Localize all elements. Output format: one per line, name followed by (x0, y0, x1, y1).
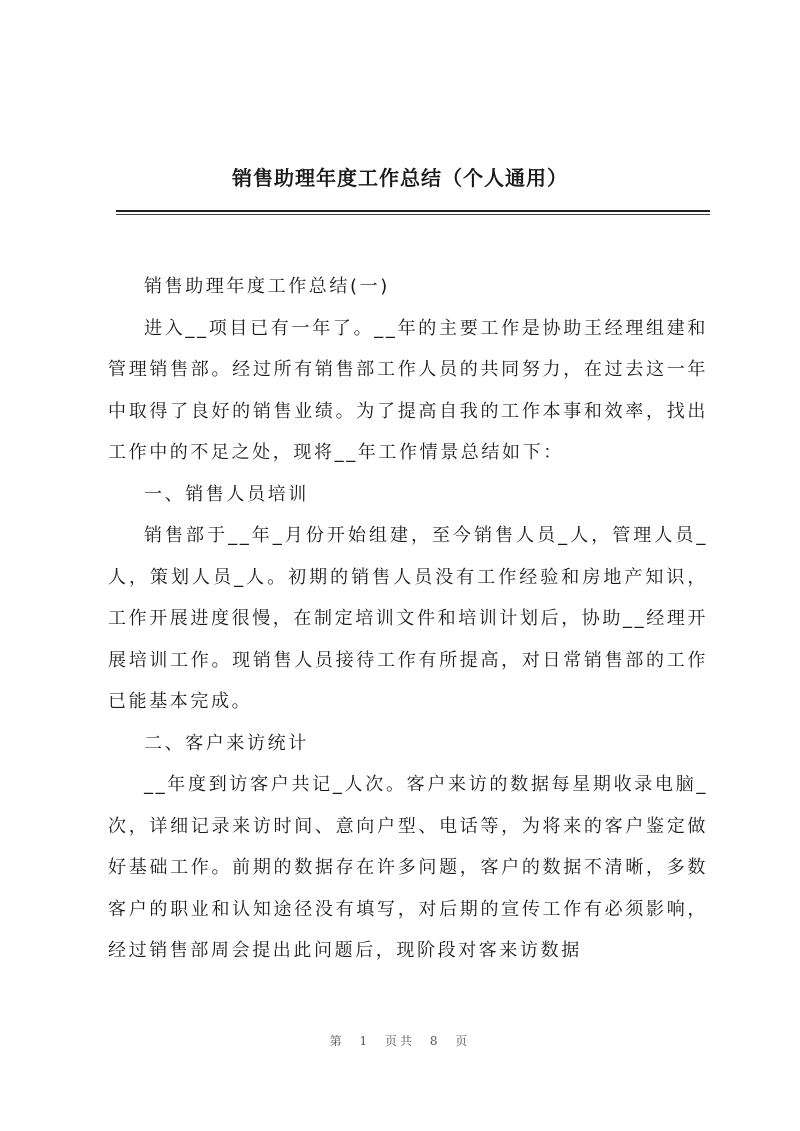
document-body (108, 266, 708, 972)
body-paragraph: __年度到访客户共记_人次。客户来访的数据每星期收录电脑_次，详细记录来访时间、意向户型、电话等，为将来的客户鉴定做好基础工作。前期的数据存在许多问题，客户的数据不清晰，多数客户的职业和认知途径没有填写，对后期的宣传工作有必须影响，经过销售部周会提出此问题后，现阶段对客来访数据 (108, 774, 708, 961)
document-title: 销售助理年度工作总结（个人通用） (232, 166, 568, 190)
page-footer (0, 1032, 800, 1049)
body-paragraph: 进入__项目已有一年了。__年的主要工作是协助王经理组建和管理销售部。经过所有销售部工作人员的共同努力，在过去这一年中取得了良好的销售业绩。为了提高自我的工作本事和效率，找出工作中的不足之处，现将__年工作情景总结如下： (108, 317, 708, 463)
section-heading: 销售助理年度工作总结(一) (144, 276, 390, 297)
subsection-heading: 一、销售人员培训 (144, 483, 309, 505)
title-underline (116, 210, 710, 212)
title-underline-thin (116, 214, 710, 215)
subsection-heading: 二、客户来访统计 (144, 732, 309, 754)
footer-page-number: 1 (359, 1034, 371, 1048)
footer-middle: 页共 (384, 1034, 415, 1048)
body-paragraph: 销售部于__年_月份开始组建，至今销售人员_人，管理人员_人，策划人员_人。初期的销售人员没有工作经验和房地产知识，工作开展进度很慢，在制定培训文件和培训计划后，协助__经理开展培训工作。现销售人员接待工作有所提高，对日常销售部的工作已能基本完成。 (108, 525, 708, 712)
footer-suffix: 页 (455, 1034, 471, 1048)
footer-prefix: 第 (329, 1034, 345, 1048)
footer-total-pages: 8 (429, 1034, 441, 1048)
